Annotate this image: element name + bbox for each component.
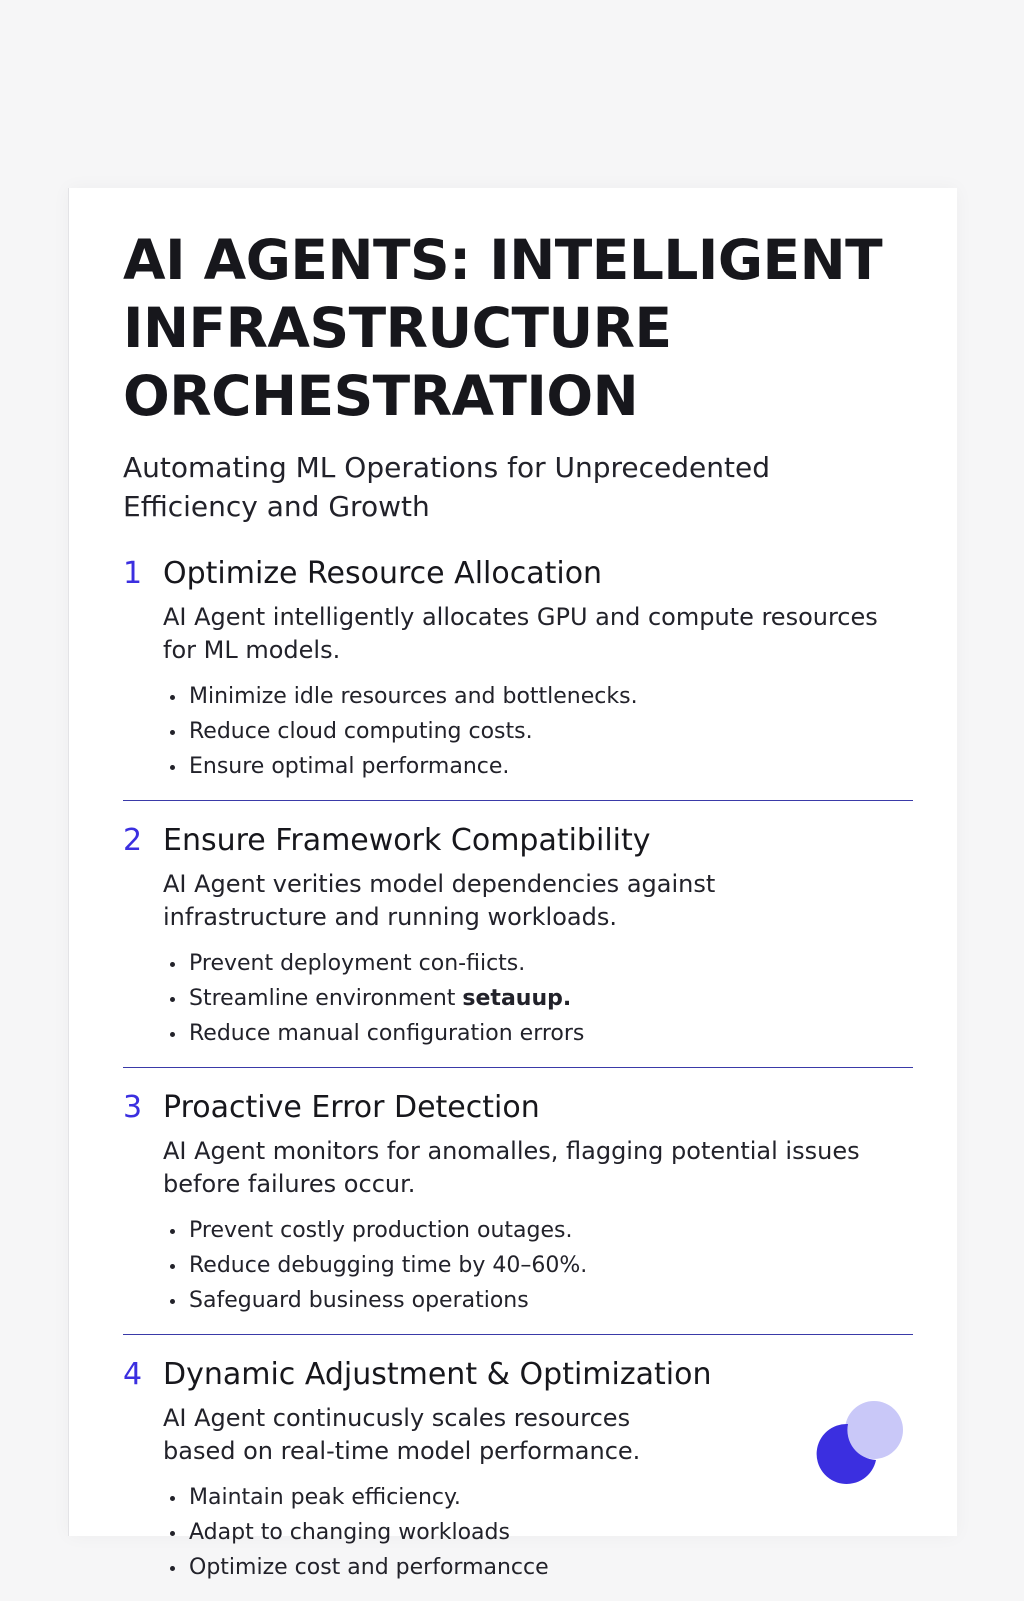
bullet-list (163, 1480, 913, 1585)
bullet-item: Prevent costly production outages. (163, 1213, 913, 1248)
bullet-item: Safeguard business operations (163, 1283, 913, 1318)
section-framework-compatibility (123, 801, 913, 1068)
section-description: AI Agent intelligently allocates GPU and compute resources for ML models. (163, 603, 878, 664)
section-header (123, 1090, 913, 1125)
bullet-list (163, 946, 913, 1051)
bullet-item: Reduce debugging time by 40–60%. (163, 1248, 913, 1283)
bullet-item: Prevent deployment con-fiicts. (163, 946, 913, 981)
section-number: 2 (123, 823, 143, 858)
page-title: AI AGENTS: INTELLIGENT INFRASTRUCTURE ORCHESTRATION (123, 228, 883, 428)
bullet-list (163, 1213, 913, 1318)
bullet-item: Reduce manual configuration errors (163, 1016, 913, 1051)
section-title: Optimize Resource Allocation (163, 556, 603, 591)
overlapping-circles-logo-icon (816, 1400, 906, 1490)
section-number: 1 (123, 556, 143, 591)
bullet-item: Adapt to changing workloads (163, 1515, 913, 1550)
section-number: 4 (123, 1357, 143, 1392)
section-title: Proactive Error Detection (163, 1090, 540, 1125)
document-page (68, 188, 957, 1580)
section-description: AI Agent continucusly scales resources based on real-time model performance. (163, 1404, 641, 1465)
section-description: AI Agent monitors for anomalles, flagging potential issues before failures occur. (163, 1137, 860, 1198)
bullet-item: Maintain peak efficiency. (163, 1480, 913, 1515)
page-subtitle: Automating ML Operations for Unprecedented Efficiency and Growth (123, 451, 770, 523)
section-resource-allocation (123, 534, 913, 801)
section-error-detection (123, 1068, 913, 1335)
section-description: AI Agent verities model dependencies against infrastructure and running workloads. (163, 870, 716, 931)
bullet-item: Minimize idle resources and bottlenecks. (163, 679, 913, 714)
bullet-bold-text: setauup. (462, 986, 572, 1011)
section-header (123, 556, 913, 591)
document-content (123, 226, 913, 1601)
bullet-text: Streamline environment (189, 986, 463, 1011)
bullet-item (163, 981, 913, 1016)
bullet-item: Reduce cloud computing costs. (163, 714, 913, 749)
section-header (123, 1357, 913, 1392)
bullet-item: Optimize cost and performancce (163, 1550, 913, 1585)
section-title: Ensure Framework Compatibility (163, 823, 651, 858)
bullet-list (163, 679, 913, 784)
section-header (123, 823, 913, 858)
section-dynamic-adjustment (123, 1335, 913, 1601)
section-title: Dynamic Adjustment & Optimization (163, 1357, 712, 1392)
section-number: 3 (123, 1090, 143, 1125)
bullet-item: Ensure optimal performance. (163, 749, 913, 784)
